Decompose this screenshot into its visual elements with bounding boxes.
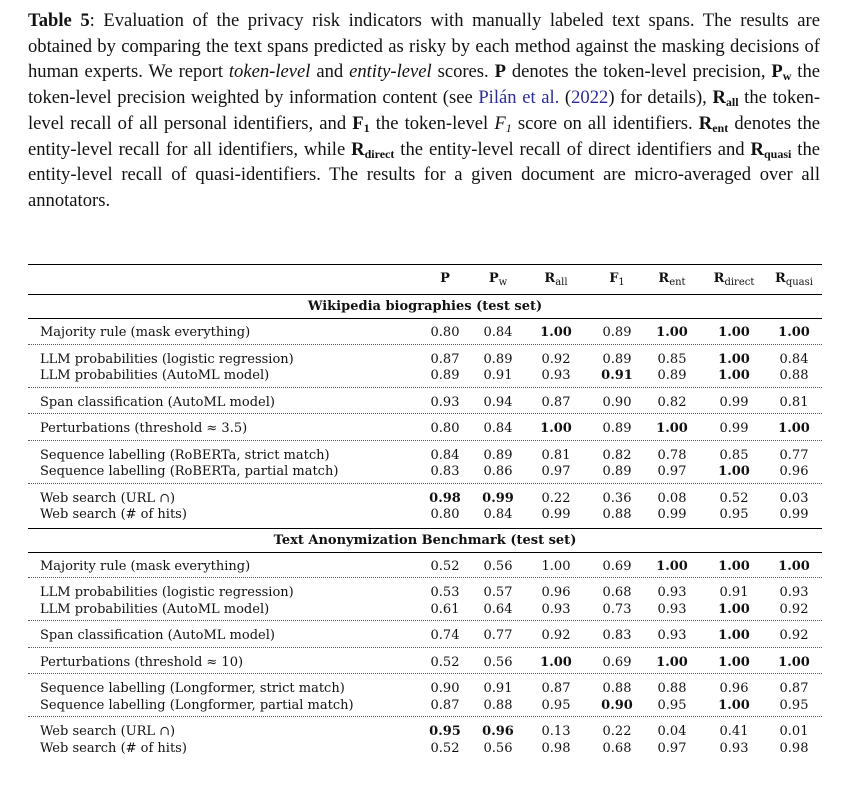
row-label: Web search (URL ∩) (40, 724, 176, 739)
citation-link[interactable]: Pilán et al. (478, 87, 560, 109)
table-row (28, 628, 822, 645)
table-cell: 0.03 (779, 490, 809, 506)
group-separator (28, 620, 822, 621)
row-label: Span classification (AutoML model) (40, 628, 275, 643)
table-cell: 0.22 (602, 724, 632, 739)
row-label: Web search (URL ∩) (40, 490, 176, 506)
table-cell: 0.97 (541, 464, 571, 479)
caption-text: ( (559, 87, 572, 109)
caption-emph: entity-level (349, 61, 432, 83)
table-cell: 0.90 (602, 394, 632, 410)
table-cell: 0.97 (657, 464, 687, 479)
table-cell: 1.00 (656, 325, 688, 340)
table-cell: 0.89 (657, 368, 687, 383)
row-label: Sequence labelling (Longformer, partial match) (40, 697, 354, 713)
table-cell: 0.93 (430, 394, 460, 410)
group-separator (28, 344, 822, 345)
table-cell: 0.98 (429, 490, 461, 506)
section-title: Text Anonymization Benchmark (test set) (273, 532, 577, 548)
table-row (28, 491, 822, 508)
table-cell: 1.00 (541, 558, 571, 574)
table-cell: 0.04 (657, 724, 687, 739)
table-cell: 0.80 (430, 325, 460, 340)
header-rule (28, 294, 822, 295)
table-cell: 0.84 (483, 507, 513, 522)
row-label: LLM probabilities (logistic regression) (40, 585, 294, 600)
table-cell: 1.00 (718, 368, 750, 383)
row-label: Sequence labelling (Longformer, strict match) (40, 681, 345, 696)
table-cell: 1.00 (718, 697, 750, 713)
table-cell: 0.57 (483, 585, 513, 600)
table-cell: 0.85 (657, 351, 687, 367)
table-cell: 1.00 (718, 654, 750, 670)
row-label: LLM probabilities (AutoML model) (40, 368, 270, 383)
section-rule (28, 552, 822, 553)
row-label: Web search (# of hits) (40, 507, 187, 522)
table-cell: 0.96 (779, 464, 809, 479)
table-cell: 0.96 (541, 585, 571, 600)
caption-text: the token-level (369, 112, 495, 134)
table-cell: 1.00 (778, 421, 810, 436)
table-cell: 0.99 (541, 507, 571, 522)
section-rule (28, 318, 822, 319)
table-row (28, 325, 822, 342)
table-cell: 0.89 (430, 368, 460, 383)
caption-text: score on all identifiers. (511, 112, 699, 134)
table-cell: 0.56 (483, 740, 513, 756)
table-cell: 0.92 (541, 628, 571, 643)
table-cell: 0.92 (541, 351, 571, 367)
table-cell: 0.95 (719, 507, 749, 522)
table-cell: 0.41 (719, 724, 749, 739)
table-cell: 1.00 (718, 325, 750, 340)
table-cell: 0.92 (779, 601, 809, 617)
table-cell: 1.00 (778, 558, 810, 574)
table-caption (28, 8, 820, 214)
table-cell: 0.83 (602, 628, 632, 643)
column-header: $P_w$ (488, 271, 508, 288)
table-cell: 0.96 (719, 681, 749, 696)
column-header: $R_{quasi}$ (775, 271, 813, 288)
table-cell: 1.00 (540, 654, 572, 670)
table-cell: 0.52 (430, 654, 460, 670)
table-cell: 0.74 (430, 628, 460, 643)
group-separator (28, 483, 822, 484)
column-header: $R_{ent}$ (658, 271, 686, 288)
table-cell: 0.36 (602, 490, 632, 506)
row-label: Majority rule (mask everything) (40, 325, 251, 340)
table-row (28, 448, 822, 465)
row-label: Majority rule (mask everything) (40, 558, 251, 574)
table-cell: 0.87 (430, 351, 460, 367)
table-cell: 0.52 (430, 558, 460, 574)
caption-text: the entity-level recall of quasi-identifiers. The results for a given document are micro-averaged over all annotators. (28, 138, 820, 211)
table-row (28, 464, 822, 481)
table-cell: 0.95 (429, 724, 461, 739)
table-cell: 0.77 (779, 447, 809, 463)
table-row (28, 352, 822, 369)
table-cell: 0.81 (541, 447, 571, 463)
table-cell: 0.89 (483, 447, 513, 463)
caption-text: denotes the token-level precision, (505, 61, 772, 83)
caption-text: scores. (431, 61, 495, 83)
table-cell: 1.00 (718, 628, 750, 643)
table-cell: 0.13 (541, 724, 571, 739)
table-top-rule (28, 264, 822, 265)
table-row (28, 724, 822, 741)
table-cell: 1.00 (778, 325, 810, 340)
table-cell: 0.84 (430, 447, 460, 463)
table-cell: 0.91 (719, 585, 749, 600)
table-cell: 1.00 (656, 558, 688, 574)
caption-symbol: $F_1$ (352, 112, 370, 135)
table-cell: 0.91 (483, 368, 513, 383)
caption-emph: token-level (228, 61, 311, 83)
caption-text: the token-level recall of all personal identifiers, and (28, 87, 821, 134)
column-header: $R_{direct}$ (713, 271, 755, 288)
table-cell: 0.69 (602, 558, 632, 574)
table-cell: 1.00 (718, 351, 750, 367)
table-cell: 0.89 (602, 325, 632, 340)
table-cell: 0.22 (541, 490, 571, 506)
caption-text: : Evaluation of the privacy risk indicators with manually labeled text spans. The results are obtained by comparing the text spans predicted as risky by each method against the masking decisions of human experts. We report (28, 10, 821, 83)
caption-symbol: $P_w$ (771, 61, 792, 84)
group-separator (28, 440, 822, 441)
table-cell: 0.89 (602, 351, 632, 367)
group-separator (28, 577, 822, 578)
table-cell: 0.98 (541, 740, 571, 756)
table-row (28, 602, 822, 619)
table-cell: 0.93 (657, 585, 687, 600)
table-cell: 0.96 (482, 724, 514, 739)
table-cell: 0.87 (430, 697, 460, 713)
table-cell: 0.91 (601, 368, 633, 383)
table-cell: 0.88 (602, 507, 632, 522)
group-separator (28, 647, 822, 648)
caption-symbol: $R_{quasi}$ (750, 138, 792, 161)
row-label: Web search (# of hits) (40, 740, 187, 756)
table-cell: 1.00 (718, 601, 750, 617)
table-cell: 0.82 (602, 447, 632, 463)
table-cell: 0.88 (602, 681, 632, 696)
group-separator (28, 413, 822, 414)
table-cell: 0.92 (779, 628, 809, 643)
table-cell: 0.53 (430, 585, 460, 600)
table-cell: 0.01 (779, 724, 809, 739)
table-cell: 0.93 (657, 628, 687, 643)
row-label: LLM probabilities (logistic regression) (40, 351, 294, 367)
table-cell: 0.99 (719, 421, 749, 436)
table-cell: 0.84 (483, 421, 513, 436)
row-label: Span classification (AutoML model) (40, 394, 275, 410)
caption-text: the entity-level recall of direct identifiers and (394, 138, 751, 160)
group-separator (28, 387, 822, 388)
table-row (28, 368, 822, 385)
table-cell: 0.85 (719, 447, 749, 463)
table-row (28, 395, 822, 412)
row-label: Perturbations (threshold ≈ 10) (40, 654, 244, 670)
table-row (28, 507, 822, 524)
table-cell: 0.68 (602, 740, 632, 756)
table-cell: 0.52 (719, 490, 749, 506)
table-cell: 0.99 (719, 394, 749, 410)
group-separator (28, 673, 822, 674)
section-rule (28, 528, 822, 529)
caption-text: ) for details), (608, 87, 713, 109)
row-label: Sequence labelling (RoBERTa, strict match) (40, 447, 330, 463)
caption-text: denotes the entity-level recall for all identifiers, while (28, 112, 820, 160)
table-cell: 0.95 (779, 697, 809, 713)
row-label: Sequence labelling (RoBERTa, partial match) (40, 464, 339, 479)
column-header: P (440, 271, 450, 286)
column-header: $F_1$ (609, 271, 625, 288)
table-cell: 0.99 (657, 507, 687, 522)
row-label: Perturbations (threshold ≈ 3.5) (40, 421, 248, 436)
caption-symbol: $R_{all}$ (712, 87, 739, 110)
caption-text: the token-level precision weighted by information content (see (28, 61, 820, 109)
table-cell: 0.89 (602, 464, 632, 479)
row-label: LLM probabilities (AutoML model) (40, 601, 270, 617)
table-cell: 0.93 (657, 601, 687, 617)
table-row (28, 741, 822, 758)
table-row (28, 681, 822, 698)
table-cell: 0.88 (657, 681, 687, 696)
table-cell: 0.73 (602, 601, 632, 617)
column-header: $R_{all}$ (544, 271, 568, 288)
table-row (28, 421, 822, 438)
table-row (28, 559, 822, 576)
table-row (28, 655, 822, 672)
table-cell: 0.90 (430, 681, 460, 696)
caption-symbol: $R_{direct}$ (351, 138, 395, 161)
table-row (28, 585, 822, 602)
table-cell: 0.94 (483, 394, 513, 410)
table-cell: 1.00 (718, 464, 750, 479)
table-cell: 1.00 (656, 654, 688, 670)
table-cell: 0.80 (430, 507, 460, 522)
table-cell: 1.00 (778, 654, 810, 670)
table-cell: 0.87 (541, 394, 571, 410)
table-cell: 0.78 (657, 447, 687, 463)
table-cell: 0.84 (483, 325, 513, 340)
table-cell: 0.88 (483, 697, 513, 713)
table-cell: 0.69 (602, 654, 632, 670)
table-cell: 0.77 (483, 628, 513, 643)
table-cell: 0.93 (541, 601, 571, 617)
caption-symbol: P (494, 61, 506, 83)
table-cell: 0.56 (483, 654, 513, 670)
table-cell: 0.80 (430, 421, 460, 436)
table-cell: 0.91 (483, 681, 513, 696)
table-cell: 0.56 (483, 558, 513, 574)
table-cell: 0.61 (430, 601, 460, 617)
table-cell: 1.00 (540, 421, 572, 436)
caption-text: and (310, 61, 350, 83)
table-cell: 0.82 (657, 394, 687, 410)
table-cell: 0.87 (779, 681, 809, 696)
table-cell: 0.99 (779, 507, 809, 522)
table-cell: 0.99 (482, 490, 514, 506)
table-cell: 0.90 (601, 697, 633, 713)
caption-symbol: $R_{ent}$ (698, 112, 729, 135)
table-cell: 0.89 (483, 351, 513, 367)
table-cell: 0.87 (541, 681, 571, 696)
table-cell: 1.00 (540, 325, 572, 340)
table-cell: 0.83 (430, 464, 460, 479)
table-cell: 0.93 (779, 585, 809, 600)
caption-symbol: $F_1$ (494, 112, 512, 135)
table-row (28, 698, 822, 715)
table-cell: 0.84 (779, 351, 809, 367)
table-cell: 1.00 (718, 558, 750, 574)
table-cell: 0.08 (657, 490, 687, 506)
table-cell: 0.93 (541, 368, 571, 383)
table-cell: 0.93 (719, 740, 749, 756)
table-cell: 0.95 (541, 697, 571, 713)
table-label: Table 5 (28, 10, 90, 31)
table-cell: 0.95 (657, 697, 687, 713)
table-cell: 0.81 (779, 394, 809, 410)
table-cell: 0.89 (602, 421, 632, 436)
table-cell: 0.88 (779, 368, 809, 383)
table-cell: 0.97 (657, 740, 687, 756)
table-cell: 0.52 (430, 740, 460, 756)
group-separator (28, 716, 822, 717)
table-cell: 1.00 (656, 421, 688, 436)
table-cell: 0.68 (602, 585, 632, 600)
citation-year-link[interactable]: 2022 (571, 87, 609, 109)
table-cell: 0.98 (779, 740, 809, 756)
table-cell: 0.86 (483, 464, 513, 479)
table-cell: 0.64 (483, 601, 513, 617)
section-title: Wikipedia biographies (test set) (307, 299, 543, 314)
